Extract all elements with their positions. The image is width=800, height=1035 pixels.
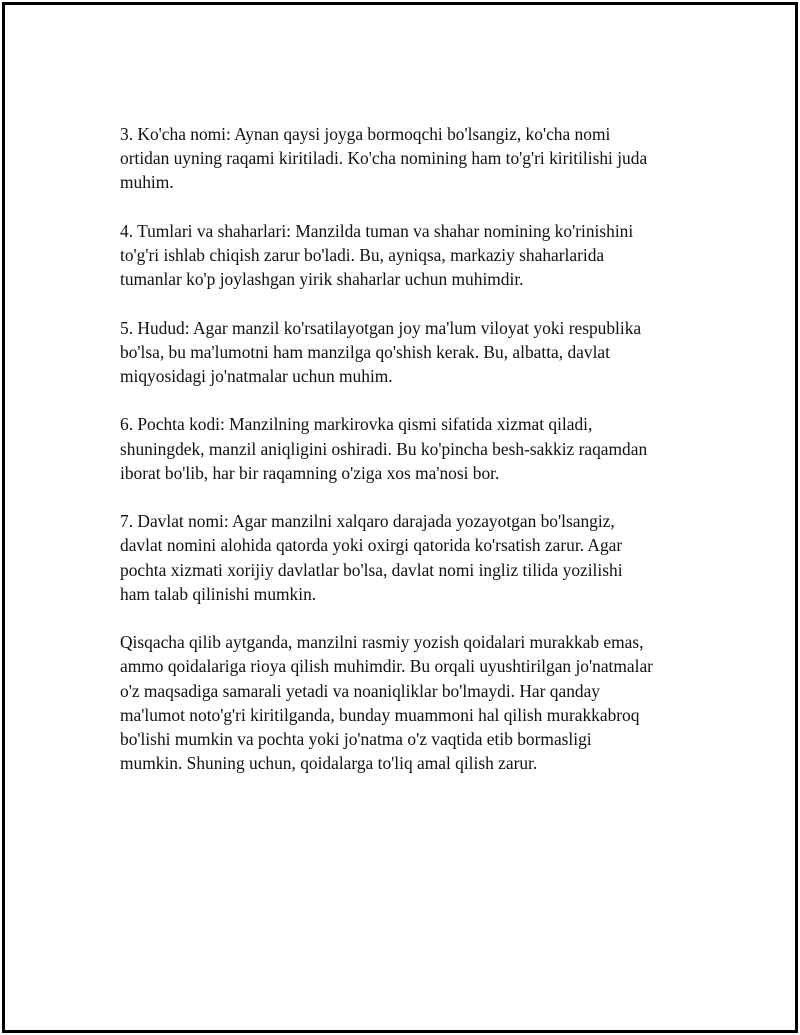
paragraph-postal-code: 6. Pochta kodi: Manzilning markirovka qismi sifatida xizmat qiladi, shuningdek, manzil aniqligini oshiradi. Bu ko'pincha besh-sakkiz raqamdan iborat bo'lib, har bir raqamning o'ziga xos ma'nosi bor. [120,414,648,483]
paragraph-districts-cities: 4. Tumlari va shaharlari: Manzilda tuman va shahar nomining ko'rinishini to'g'ri ishlab chiqish zarur bo'ladi. Bu, ayniqsa, markaziy shaharlarida tumanlar ko'p joylashgan yirik shaharlar uchun muhimdir. [120,220,634,290]
document-body [120,122,700,800]
paragraph-country-name: 7. Davlat nomi: Agar manzilni xalqaro darajada yozayotgan bo'lsangiz, davlat nomini alohida qatorda yoki oxirgi qatorida ko'rsatish zarur. Agar pochta xizmati xorijiy davlatlar bo'lsa, davlat nomi ingliz tilida yozilishi ham talab qilinishi mumkin. [120,511,623,604]
paragraph-street-name: 3. Ko'cha nomi: Aynan qaysi joyga bormoqchi bo'lsangiz, ko'cha nomi ortidan uyning raqami kiritiladi. Ko'cha nomining ham to'g'ri kiritilishi juda muhim. [120,124,648,193]
paragraph-region: 5. Hudud: Agar manzil ko'rsatilayotgan joy ma'lum viloyat yoki respublika bo'lsa, bu ma'lumotni ham manzilga qo'shish kerak. Bu, albatta, davlat miqyosidagi jo'natmalar uchun muhim. [120,317,642,386]
page-frame [2,2,798,1033]
paragraph-summary: Qisqacha qilib aytganda, manzilni rasmiy yozish qoidalari murakkab emas, ammo qoidalariga rioya qilish muhimdir. Bu orqali uyushtirilgan jo'natmalar o'z maqsadiga samarali yetadi va noaniqliklar bo'lmaydi. Har qanday ma'lumot noto'g'ri kiritilganda, bunday muammoni hal qilish murakkabroq bo'lishi mumkin va pochta yoki jo'natma o'z vaqtida etib bormasligi mumkin. Shuning uchun, qoidalarga to'liq amal qilish zarur. [120,632,653,774]
